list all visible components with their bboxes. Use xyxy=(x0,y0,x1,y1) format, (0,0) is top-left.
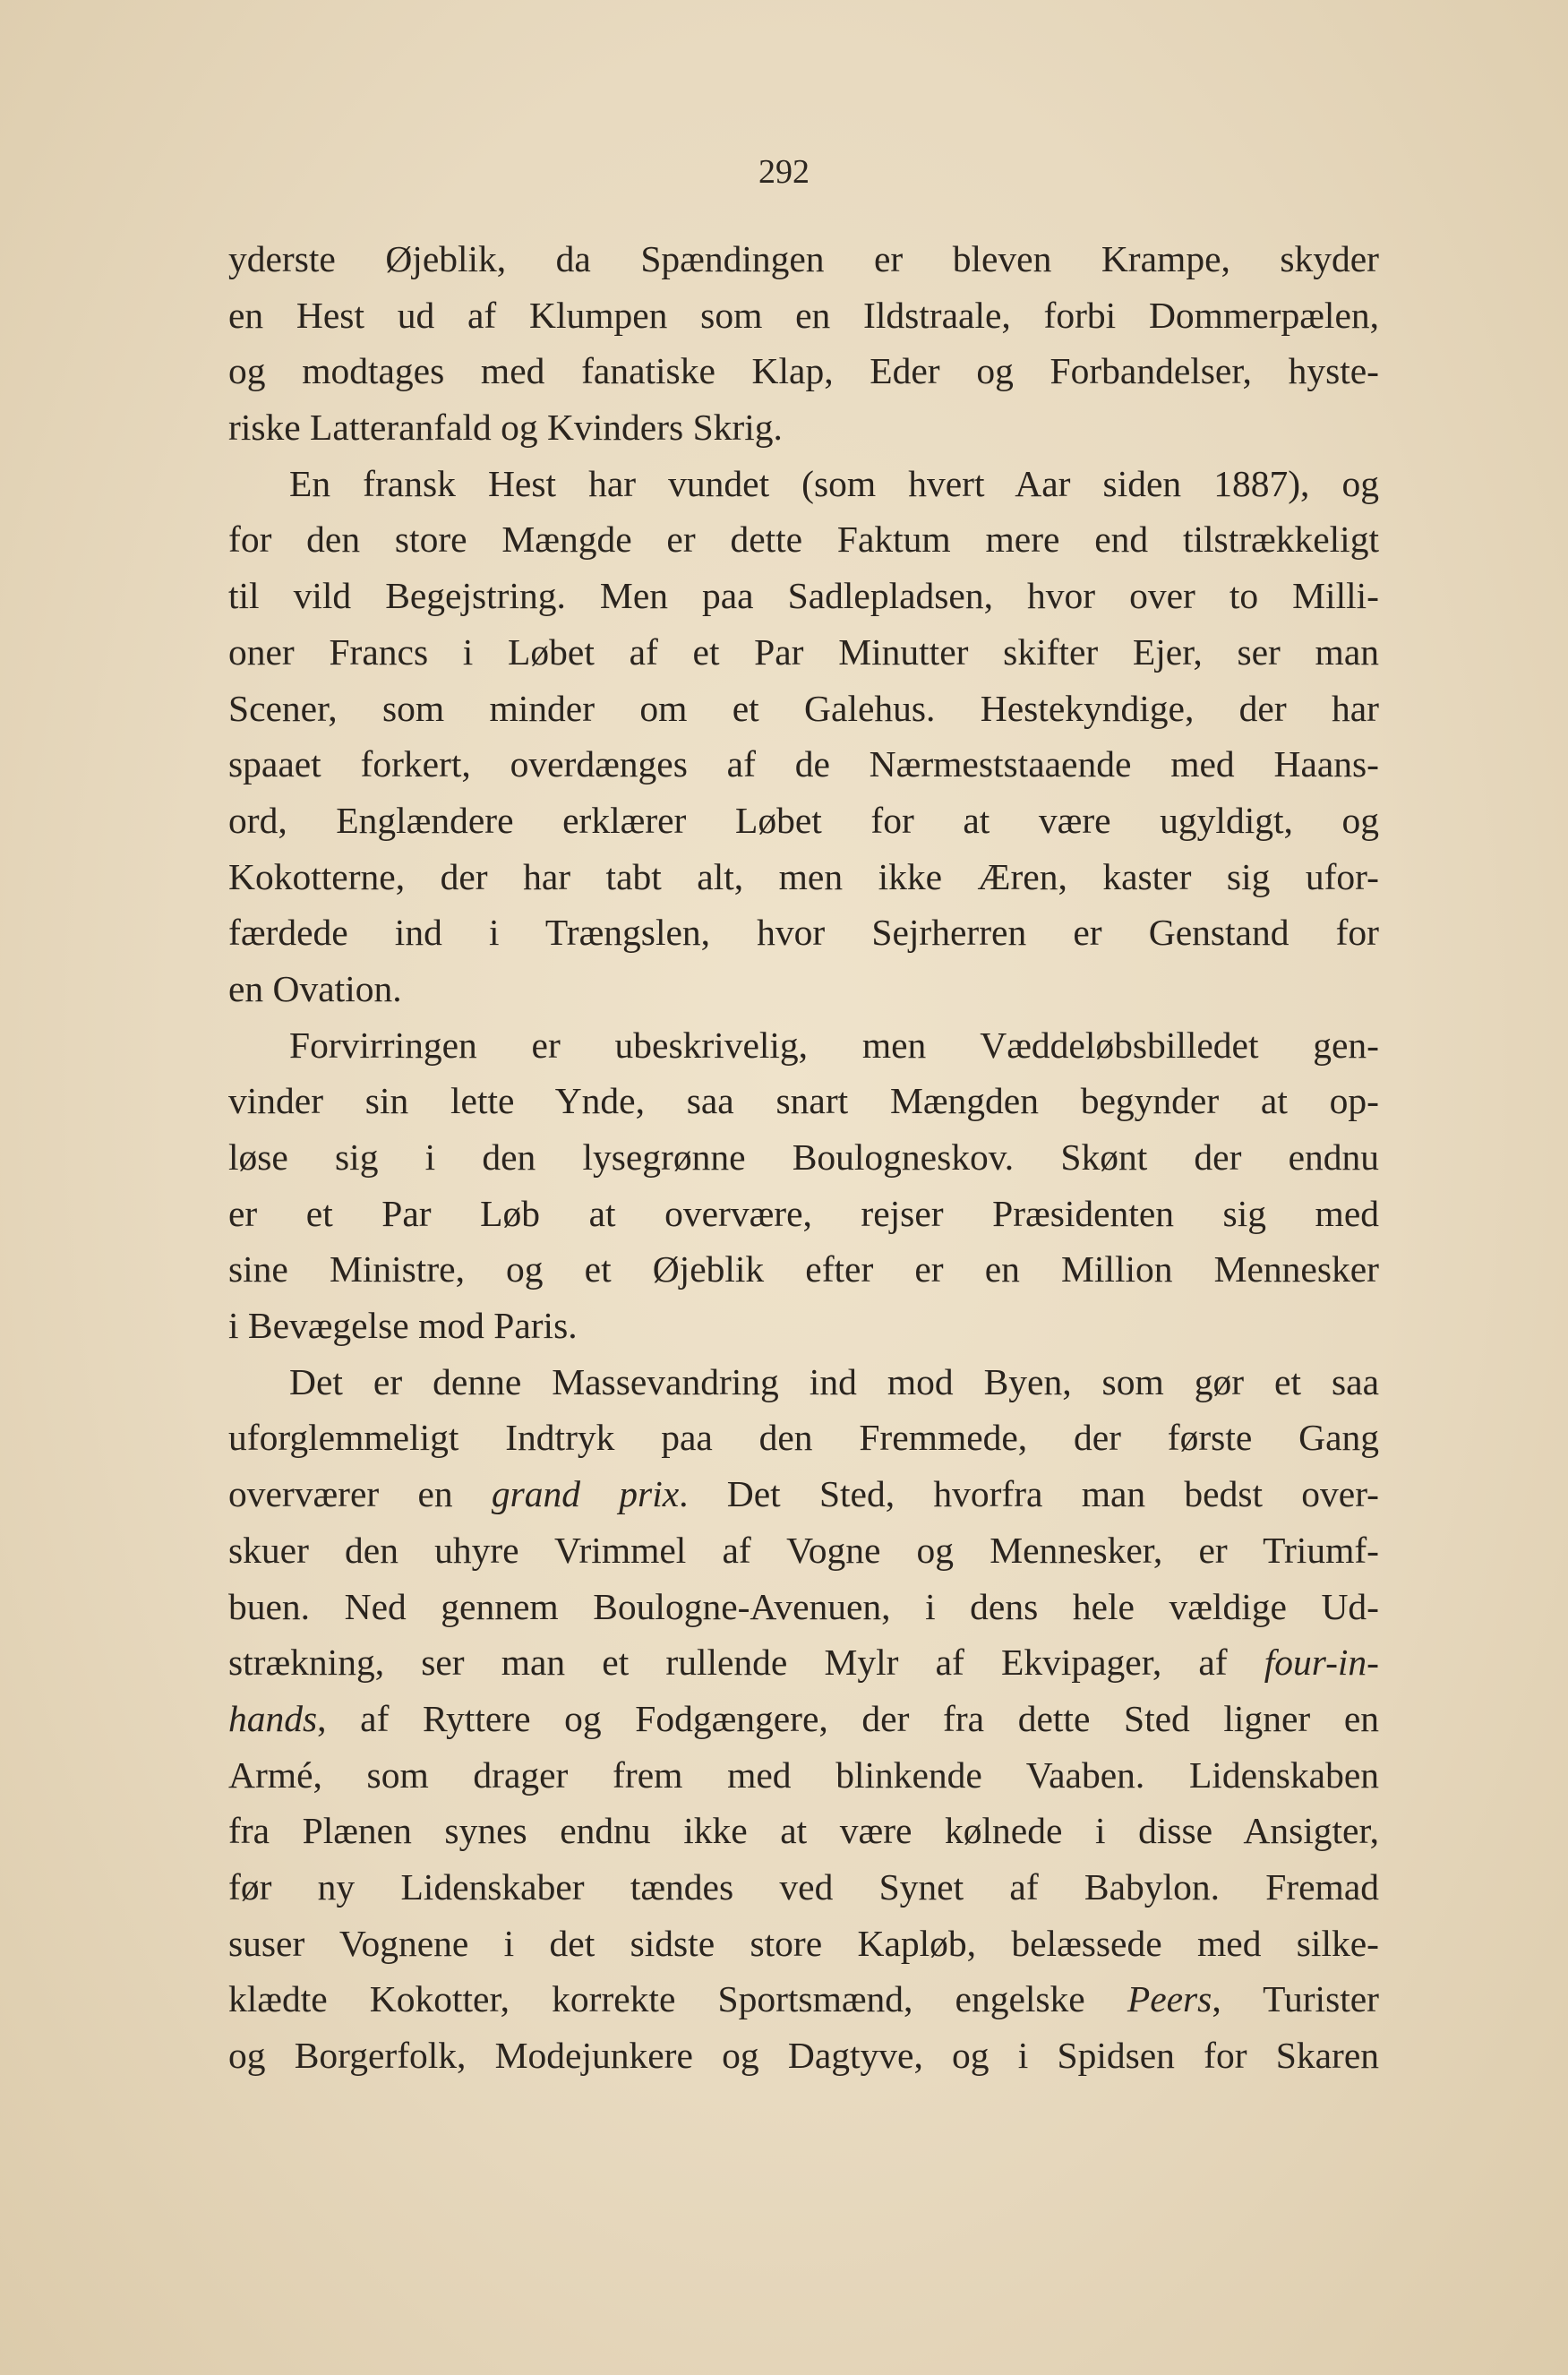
text-line: En fransk Hest har vundet (som hvert Aar siden 1887), og xyxy=(289,462,1379,504)
text-segment: overværer en xyxy=(228,1473,492,1515)
text-line: og modtages med fanatiske Klap, Eder og Forbandelser, hyste- xyxy=(228,350,1379,392)
text-line: yderste Øjeblik, da Spændingen er bleven Krampe, skyder xyxy=(228,238,1379,279)
text-line xyxy=(228,1466,1379,1522)
text-segment: , Turister xyxy=(1212,1978,1379,2020)
text-line: i Bevægelse mod Paris. xyxy=(228,1305,578,1347)
text-segment: klædte Kokotter, korrekte Sportsmænd, engelske xyxy=(228,1978,1127,2020)
text-line: buen. Ned gennem Boulogne-Avenuen, i dens hele vældige Ud- xyxy=(228,1585,1379,1627)
text-line: en Hest ud af Klumpen som en Ildstraale, forbi Dommerpælen, xyxy=(228,294,1379,336)
italic-segment: Peers xyxy=(1127,1978,1212,2020)
italic-segment: four-in- xyxy=(1264,1642,1379,1684)
text-line: Armé, som drager frem med blinkende Vaaben. Lidenskaben xyxy=(228,1753,1379,1796)
text-line: og Borgerfolk, Modejunkere og Dagtyve, og i Spidsen for Skaren xyxy=(228,2035,1379,2076)
text-line: suser Vognene i det sidste store Kapløb, belæssede med silke- xyxy=(228,1922,1379,1964)
text-segment: strækning, ser man et rullende Mylr af Ekvipager, af xyxy=(228,1642,1264,1684)
body-text xyxy=(228,231,1379,2084)
italic-segment: hands xyxy=(228,1697,318,1739)
page-number: 292 xyxy=(758,153,810,191)
text-line: ord, Englændere erklærer Løbet for at være ugyldigt, og xyxy=(228,799,1379,841)
text-line: vinder sin lette Ynde, saa snart Mængden begynder at op- xyxy=(228,1080,1379,1122)
text-line: spaaet forkert, overdænges af de Nærmeststaaende med Haans- xyxy=(228,743,1379,785)
text-line: en Ovation. xyxy=(228,967,402,1009)
text-line: sine Ministre, og et Øjeblik efter er en Million Mennesker xyxy=(228,1248,1379,1290)
text-line xyxy=(228,1691,1379,1747)
text-line xyxy=(228,1634,1379,1691)
text-line: færdede ind i Trængslen, hvor Sejrherren er Genstand for xyxy=(228,912,1379,954)
text-line: Scener, som minder om et Galehus. Hestekyndige, der har xyxy=(228,687,1379,729)
text-line: fra Plænen synes endnu ikke at være kølnede i disse Ansigter, xyxy=(228,1810,1379,1852)
text-line: Kokotterne, der har tabt alt, men ikke Æren, kaster sig ufor- xyxy=(228,855,1379,897)
text-line: for den store Mængde er dette Faktum mere end tilstrækkeligt xyxy=(228,519,1379,561)
text-line: løse sig i den lysegrønne Boulogneskov. Skønt der endnu xyxy=(228,1136,1379,1178)
text-segment: . Det Sted, hvorfra man bedst over- xyxy=(679,1473,1380,1515)
text-line xyxy=(228,1971,1379,2028)
text-line: til vild Begejstring. Men paa Sadlepladsen, hvor over to Milli- xyxy=(228,575,1379,617)
text-segment: , af Ryttere og Fodgængere, der fra dette Sted ligner en xyxy=(317,1697,1379,1739)
text-line: uforglemmeligt Indtryk paa den Fremmede, der første Gang xyxy=(228,1417,1379,1459)
italic-segment: grand prix xyxy=(491,1473,680,1515)
text-line: oner Francs i Løbet af et Par Minutter skifter Ejer, ser man xyxy=(228,630,1379,673)
text-line: Det er denne Massevandring ind mod Byen, som gør et saa xyxy=(289,1360,1379,1402)
text-line: er et Par Løb at overvære, rejser Præsidenten sig med xyxy=(228,1192,1379,1234)
text-line: riske Latteranfald og Kvinders Skrig. xyxy=(228,407,783,449)
text-line: før ny Lidenskaber tændes ved Synet af Babylon. Fremad xyxy=(228,1865,1379,1908)
text-line: Forvirringen er ubeskrivelig, men Væddeløbsbilledet gen- xyxy=(289,1024,1379,1066)
text-line: skuer den uhyre Vrimmel af Vogne og Mennesker, er Triumf- xyxy=(228,1529,1379,1571)
